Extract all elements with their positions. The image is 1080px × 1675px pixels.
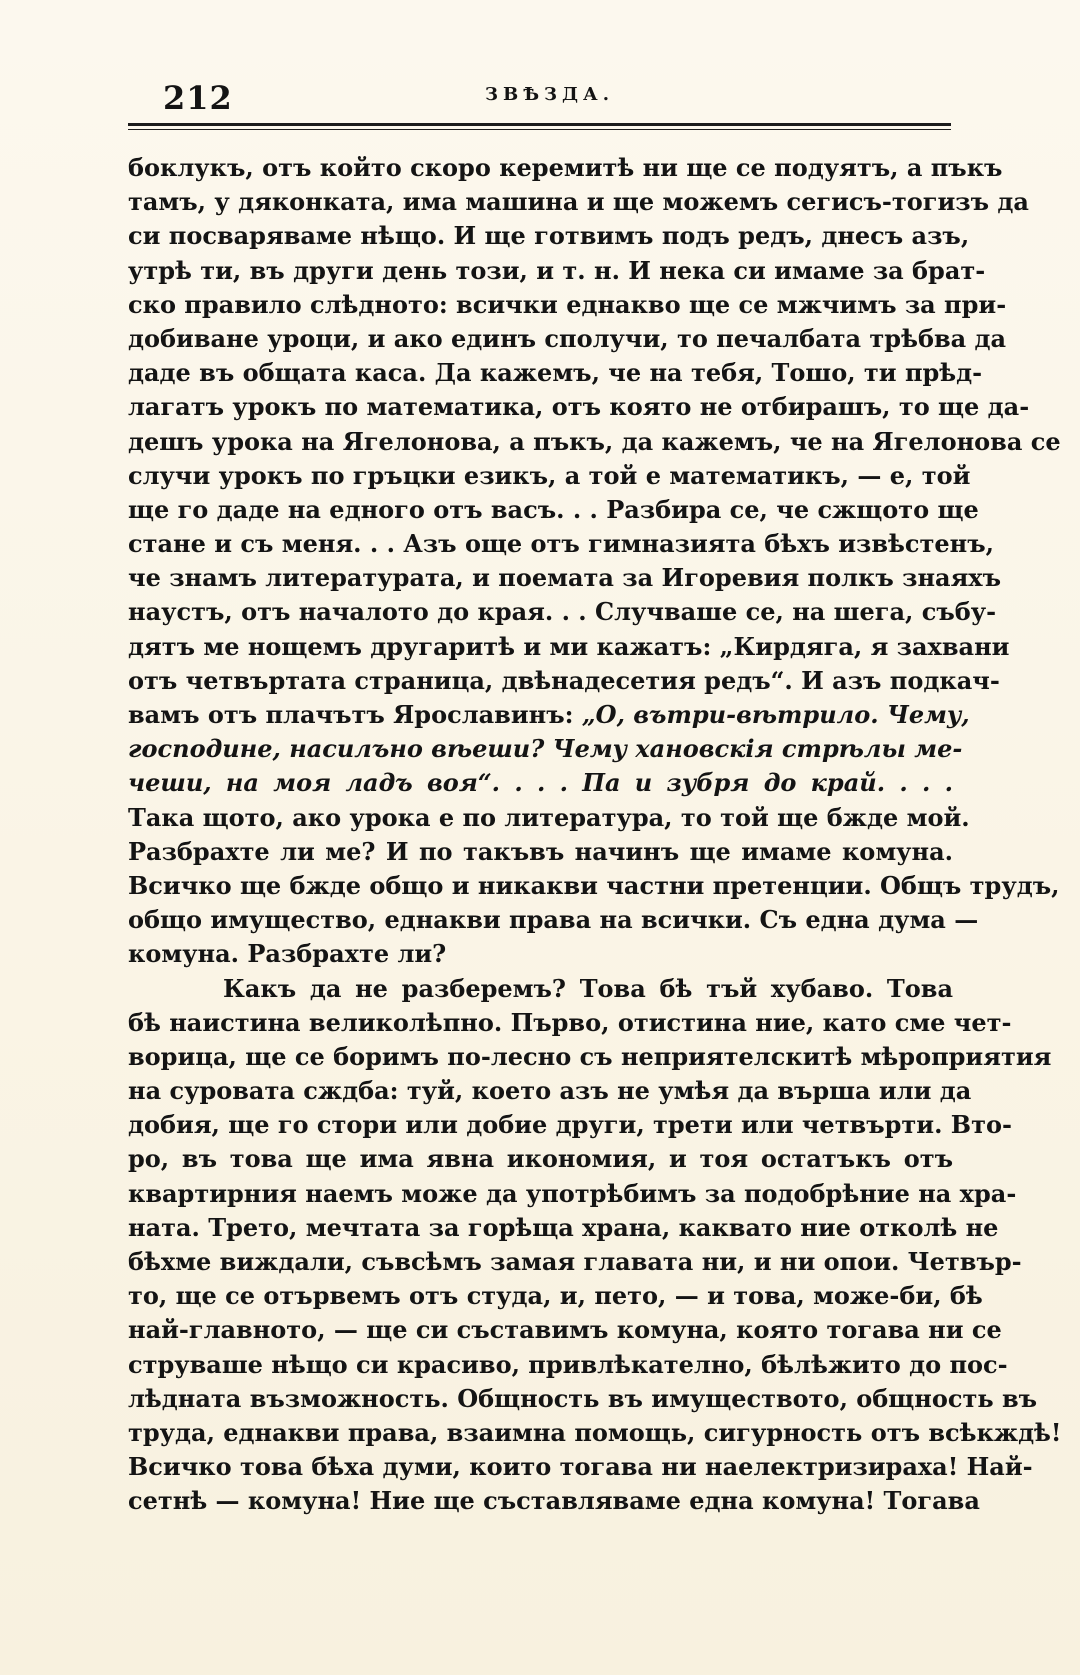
header-rule-thin	[128, 129, 951, 130]
paragraph-start-line: Какъ да не разберемъ? Това бѣ тъй хубаво. Това	[223, 973, 953, 1003]
text-line: добиване уроци, и ако единъ сполучи, то печалбата трѣбва да	[128, 323, 1007, 353]
text-line: ворица, ще се боримъ по-лесно съ неприятелскитѣ мѣроприятия	[128, 1041, 1052, 1071]
page-number: 212	[163, 79, 233, 117]
text-line: ско правило слѣдното: всички еднакво ще се мжчимъ за при-	[128, 289, 1007, 319]
text-line: общо имущество, еднакви права на всички. Съ една дума —	[128, 905, 979, 935]
text-line: даде въ общата каса. Да кажемъ, че на тебя, Тошо, ти прѣд-	[128, 358, 983, 388]
text-line: утрѣ ти, въ други день този, и т. н. И нека си имаме за брат-	[128, 255, 986, 285]
text-line: случи урокъ по гръцки езикъ, а той е математикъ, — е, той	[128, 460, 971, 490]
text-line: бѣ наистина великолѣпно. Първо, отистина ние, като сме чет-	[128, 1007, 1012, 1037]
text-line: бѣхме виждали, съвсѣмъ замая главата ни, и ни опои. Четвър-	[128, 1247, 1022, 1276]
text-line: отъ четвъртата страница, двѣнадесетия редъ“. И азъ подкач-	[128, 665, 1000, 695]
text-line: Така щото, ако урока е по литература, то той ще бжде мой.	[128, 802, 970, 832]
text-line: струваше нѣщо си красиво, привлѣкателно, бѣлѣжито до пос-	[128, 1349, 1008, 1379]
old-russian-quote-start: „О, вътри-вѣтрило. Чему,	[581, 700, 970, 729]
text-line-mixed-quote-end	[128, 766, 953, 800]
text-line: лѣдната възможность. Общность въ имуществото, общность въ	[128, 1383, 1038, 1413]
text-line: наустъ, отъ началото до края. . . Случваше се, на шега, събу-	[128, 597, 997, 627]
text-line: стане и съ меня. . . Азъ още отъ гимназията бѣхъ извѣстенъ,	[128, 529, 994, 559]
text-line: квартирния наемъ може да употрѣбимъ за подобрѣние на хра-	[128, 1178, 1017, 1208]
text-line: сетнѣ — комуна! Ние ще съставляваме една комуна! Тогава	[128, 1486, 980, 1516]
page-header	[0, 0, 1080, 140]
text-line: то, ще се отървемъ отъ студа, и, пето, — и това, може-би, бѣ	[128, 1281, 983, 1311]
old-russian-quote-line: господине, насилъно вѣеши? Чему хановскія стрѣлы ме-	[128, 734, 963, 764]
text-line: дятъ ме нощемъ другаритѣ и ми кажатъ: „Кирдяга, я захвани	[128, 631, 1010, 661]
text-line: Всичко ще бжде общо и никакви частни претенции. Общъ трудъ,	[128, 870, 1060, 900]
text-line: че знамъ литературата, и поемата за Игоревия полкъ знаяхъ	[128, 563, 1002, 593]
text-line: ще го даде на едного отъ васъ. . . Разбира се, че сжщото ще	[128, 494, 979, 524]
paragraph-end-line: комуна. Разбрахте ли?	[128, 939, 447, 969]
old-russian-quote-end: чеши, на моя ладъ воя“. . . . Па и зубря до край. . . .	[128, 768, 953, 798]
text-line: Всичко това бѣха думи, които тогава ни наелектризираха! Най-	[128, 1452, 1033, 1482]
text-line: добия, ще го стори или добие други, трети или четвърти. Вто-	[128, 1110, 1012, 1140]
text-line: боклукъ, отъ който скоро керемитѣ ни ще се подуятъ, а пъкъ	[128, 153, 1003, 182]
running-title: ЗВѢЗДА.	[485, 84, 614, 105]
text-line: лагатъ урокъ по математика, отъ която не отбирашъ, то ще да-	[128, 392, 1030, 422]
text-line: на суровата сждба: туй, което азъ не умѣя да върша или да	[128, 1076, 972, 1106]
text-line-lead: вамъ отъ плачътъ Ярославинъ:	[128, 700, 574, 729]
quoted-text-line	[128, 698, 970, 732]
text-line: Разбрахте ли ме? И по такъвъ начинъ ще имаме комуна.	[128, 836, 953, 866]
text-line: ната. Трето, мечтата за горѣща храна, каквато ние отколѣ не	[128, 1212, 999, 1242]
text-line: тамъ, у дяконката, има машина и ще можемъ сегисъ-тогизъ да	[128, 187, 1029, 217]
text-line: най-главното, — ще си съставимъ комуна, която тогава ни се	[128, 1315, 1002, 1345]
text-line: труда, еднакви права, взаимна помощь, сигурность отъ всѣкждѣ!	[128, 1417, 1062, 1447]
text-line: ро, въ това ще има явна икономия, и тоя остатъкъ отъ	[128, 1144, 953, 1174]
text-line: дешъ урока на Ягелонова, а пъкъ, да кажемъ, че на Ягелонова се	[128, 426, 1061, 456]
text-line: си посваряваме нѣщо. И ще готвимъ подъ редъ, днесъ азъ,	[128, 221, 970, 251]
body-text	[128, 151, 1062, 1519]
header-rule-thick	[128, 123, 951, 126]
